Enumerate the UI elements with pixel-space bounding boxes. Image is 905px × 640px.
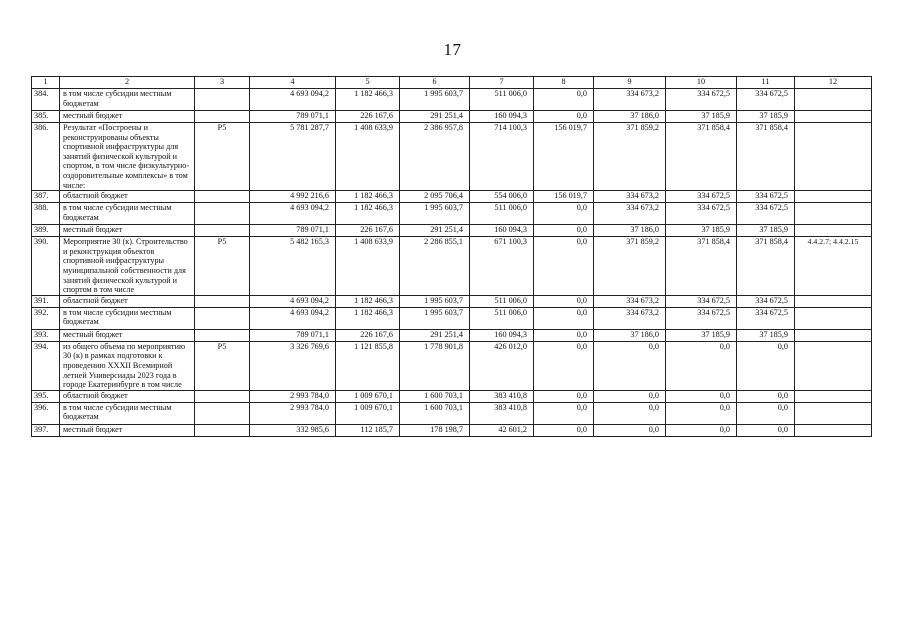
cell-col10: 0,0 [666, 390, 737, 402]
table-row [32, 237, 872, 296]
cell-col9: 37 186,0 [594, 225, 666, 237]
cell-col9: 0,0 [594, 424, 666, 436]
row-name: местный бюджет [60, 329, 195, 341]
row-name: в том числе субсидии местным бюджетам [60, 402, 195, 424]
row-name: в том числе субсидии местным бюджетам [60, 307, 195, 329]
cell-col5: 1 182 466,3 [336, 307, 400, 329]
row-code [195, 295, 250, 307]
table-row [32, 295, 872, 307]
table-row [32, 402, 872, 424]
cell-col7: 160 094,3 [470, 329, 534, 341]
cell-col6: 1 600 703,1 [400, 390, 470, 402]
cell-col12 [795, 402, 872, 424]
cell-col6: 178 198,7 [400, 424, 470, 436]
column-header: 5 [336, 77, 400, 89]
cell-col9: 334 673,2 [594, 203, 666, 225]
cell-col9: 0,0 [594, 402, 666, 424]
cell-col5: 1 182 466,3 [336, 203, 400, 225]
cell-col4: 4 992 216,6 [250, 191, 336, 203]
budget-table [31, 76, 872, 437]
column-header: 1 [32, 77, 60, 89]
column-header: 2 [60, 77, 195, 89]
row-name: Результат «Построены и реконструированы объекты спортивной инфраструктуры для занятий физической культурой и спортом, в том числе физкультурно-оздоровительные комплексы» в том числе: [60, 123, 195, 191]
cell-col12 [795, 424, 872, 436]
row-code: Р5 [195, 237, 250, 296]
table-row [32, 390, 872, 402]
cell-col4: 4 693 094,2 [250, 89, 336, 111]
row-name: местный бюджет [60, 424, 195, 436]
row-code [195, 111, 250, 123]
cell-col7: 714 100,3 [470, 123, 534, 191]
cell-col7: 554 006,0 [470, 191, 534, 203]
cell-col4: 789 071,1 [250, 111, 336, 123]
row-code [195, 424, 250, 436]
row-name: местный бюджет [60, 111, 195, 123]
cell-col10: 0,0 [666, 341, 737, 390]
cell-col12 [795, 89, 872, 111]
cell-col9: 371 859,2 [594, 237, 666, 296]
cell-col7: 383 410,8 [470, 402, 534, 424]
cell-col11: 334 672,5 [737, 307, 795, 329]
cell-col4: 332 985,6 [250, 424, 336, 436]
column-header: 3 [195, 77, 250, 89]
cell-col10: 0,0 [666, 424, 737, 436]
row-code [195, 191, 250, 203]
cell-col8: 0,0 [534, 295, 594, 307]
table-row [32, 203, 872, 225]
cell-col5: 1 009 670,1 [336, 402, 400, 424]
cell-col10: 334 672,5 [666, 89, 737, 111]
row-number: 392. [32, 307, 60, 329]
cell-col8: 0,0 [534, 203, 594, 225]
cell-col11: 0,0 [737, 390, 795, 402]
cell-col5: 1 182 466,3 [336, 191, 400, 203]
cell-col5: 1 408 633,9 [336, 237, 400, 296]
cell-col8: 0,0 [534, 89, 594, 111]
cell-col6: 1 995 603,7 [400, 307, 470, 329]
cell-col11: 0,0 [737, 402, 795, 424]
column-header: 12 [795, 77, 872, 89]
row-number: 389. [32, 225, 60, 237]
cell-col6: 1 995 603,7 [400, 89, 470, 111]
cell-col5: 1 182 466,3 [336, 89, 400, 111]
row-name: Мероприятие 30 (к). Строительство и реконструкция объектов спортивной инфраструктуры муниципальной собственности для занятий физической культурой и спортом в том числе [60, 237, 195, 296]
cell-col7: 160 094,3 [470, 225, 534, 237]
cell-col11: 371 858,4 [737, 123, 795, 191]
cell-col10: 334 672,5 [666, 307, 737, 329]
column-header: 7 [470, 77, 534, 89]
table-row [32, 191, 872, 203]
cell-col5: 226 167,6 [336, 225, 400, 237]
row-name: областной бюджет [60, 295, 195, 307]
cell-col4: 2 993 784,0 [250, 390, 336, 402]
cell-col12 [795, 295, 872, 307]
cell-col8: 0,0 [534, 390, 594, 402]
cell-col7: 511 006,0 [470, 307, 534, 329]
cell-col12 [795, 341, 872, 390]
row-code [195, 390, 250, 402]
cell-col9: 0,0 [594, 341, 666, 390]
row-code [195, 89, 250, 111]
cell-col4: 789 071,1 [250, 225, 336, 237]
cell-col12 [795, 307, 872, 329]
cell-col7: 511 006,0 [470, 203, 534, 225]
row-code: Р5 [195, 123, 250, 191]
table-row [32, 225, 872, 237]
cell-col11: 371 858,4 [737, 237, 795, 296]
row-name: областной бюджет [60, 191, 195, 203]
cell-col4: 4 693 094,2 [250, 307, 336, 329]
cell-col9: 334 673,2 [594, 307, 666, 329]
row-code: Р5 [195, 341, 250, 390]
cell-col6: 1 600 703,1 [400, 402, 470, 424]
page-number: 17 [443, 40, 462, 59]
cell-col4: 789 071,1 [250, 329, 336, 341]
cell-col5: 226 167,6 [336, 111, 400, 123]
cell-col7: 426 012,0 [470, 341, 534, 390]
cell-col5: 1 182 466,3 [336, 295, 400, 307]
row-code [195, 203, 250, 225]
row-code [195, 329, 250, 341]
cell-col8: 0,0 [534, 237, 594, 296]
cell-col12 [795, 203, 872, 225]
table-row [32, 329, 872, 341]
cell-col9: 334 673,2 [594, 295, 666, 307]
cell-col9: 37 186,0 [594, 329, 666, 341]
row-number: 386. [32, 123, 60, 191]
cell-col10: 37 185,9 [666, 111, 737, 123]
cell-col6: 1 778 901,8 [400, 341, 470, 390]
table-row [32, 89, 872, 111]
cell-col7: 383 410,8 [470, 390, 534, 402]
cell-col4: 4 693 094,2 [250, 203, 336, 225]
cell-col6: 1 995 603,7 [400, 203, 470, 225]
cell-col4: 2 993 784,0 [250, 402, 336, 424]
cell-col12 [795, 225, 872, 237]
row-number: 394. [32, 341, 60, 390]
table-row [32, 111, 872, 123]
row-name: в том числе субсидии местным бюджетам [60, 203, 195, 225]
column-header-row [32, 77, 872, 89]
cell-col10: 0,0 [666, 402, 737, 424]
row-name: областной бюджет [60, 390, 195, 402]
cell-col10: 371 858,4 [666, 237, 737, 296]
cell-col4: 5 482 165,3 [250, 237, 336, 296]
cell-col7: 511 006,0 [470, 89, 534, 111]
cell-col6: 2 386 957,8 [400, 123, 470, 191]
row-name: в том числе субсидии местным бюджетам [60, 89, 195, 111]
column-header: 10 [666, 77, 737, 89]
cell-col5: 1 009 670,1 [336, 390, 400, 402]
cell-col10: 334 672,5 [666, 191, 737, 203]
table-row [32, 123, 872, 191]
cell-col9: 371 859,2 [594, 123, 666, 191]
row-name: местный бюджет [60, 225, 195, 237]
cell-col5: 112 185,7 [336, 424, 400, 436]
row-number: 388. [32, 203, 60, 225]
cell-col8: 0,0 [534, 341, 594, 390]
cell-col8: 0,0 [534, 329, 594, 341]
cell-col4: 3 326 769,6 [250, 341, 336, 390]
cell-col8: 0,0 [534, 402, 594, 424]
cell-col8: 0,0 [534, 307, 594, 329]
cell-col7: 160 094,3 [470, 111, 534, 123]
cell-col12: 4.4.2.7; 4.4.2.15 [795, 237, 872, 296]
cell-col6: 291 251,4 [400, 329, 470, 341]
cell-col12 [795, 123, 872, 191]
row-number: 396. [32, 402, 60, 424]
cell-col4: 5 781 287,7 [250, 123, 336, 191]
cell-col6: 2 095 706,4 [400, 191, 470, 203]
cell-col10: 37 185,9 [666, 329, 737, 341]
cell-col10: 334 672,5 [666, 295, 737, 307]
row-number: 397. [32, 424, 60, 436]
cell-col9: 37 186,0 [594, 111, 666, 123]
row-code [195, 225, 250, 237]
column-header: 8 [534, 77, 594, 89]
column-header: 9 [594, 77, 666, 89]
cell-col12 [795, 329, 872, 341]
row-number: 385. [32, 111, 60, 123]
cell-col11: 334 672,5 [737, 89, 795, 111]
cell-col11: 37 185,9 [737, 111, 795, 123]
table-row [32, 424, 872, 436]
cell-col8: 0,0 [534, 111, 594, 123]
cell-col8: 156 019,7 [534, 191, 594, 203]
row-number: 393. [32, 329, 60, 341]
cell-col6: 2 286 855,1 [400, 237, 470, 296]
table-row [32, 341, 872, 390]
row-number: 384. [32, 89, 60, 111]
row-number: 395. [32, 390, 60, 402]
cell-col9: 0,0 [594, 390, 666, 402]
cell-col12 [795, 191, 872, 203]
cell-col11: 0,0 [737, 424, 795, 436]
cell-col12 [795, 390, 872, 402]
cell-col11: 334 672,5 [737, 203, 795, 225]
cell-col5: 226 167,6 [336, 329, 400, 341]
row-name: из общего объема по мероприятию 30 (к) в рамках подготовки к проведению XXXII Всемирной летней Универсиады 2023 года в городе Екатеринбурге в том числе [60, 341, 195, 390]
cell-col6: 1 995 603,7 [400, 295, 470, 307]
cell-col9: 334 673,2 [594, 191, 666, 203]
cell-col7: 42 601,2 [470, 424, 534, 436]
column-header: 11 [737, 77, 795, 89]
cell-col12 [795, 111, 872, 123]
table-body [32, 89, 872, 437]
cell-col4: 4 693 094,2 [250, 295, 336, 307]
row-code [195, 402, 250, 424]
cell-col8: 0,0 [534, 225, 594, 237]
cell-col11: 0,0 [737, 341, 795, 390]
cell-col11: 334 672,5 [737, 191, 795, 203]
cell-col7: 671 100,3 [470, 237, 534, 296]
column-header: 6 [400, 77, 470, 89]
cell-col5: 1 408 633,9 [336, 123, 400, 191]
cell-col8: 156 019,7 [534, 123, 594, 191]
cell-col7: 511 006,0 [470, 295, 534, 307]
cell-col5: 1 121 855,8 [336, 341, 400, 390]
table-row [32, 307, 872, 329]
cell-col9: 334 673,2 [594, 89, 666, 111]
row-number: 391. [32, 295, 60, 307]
cell-col6: 291 251,4 [400, 111, 470, 123]
cell-col11: 37 185,9 [737, 329, 795, 341]
row-number: 387. [32, 191, 60, 203]
row-code [195, 307, 250, 329]
column-header: 4 [250, 77, 336, 89]
cell-col11: 334 672,5 [737, 295, 795, 307]
cell-col10: 371 858,4 [666, 123, 737, 191]
row-number: 390. [32, 237, 60, 296]
cell-col10: 37 185,9 [666, 225, 737, 237]
cell-col11: 37 185,9 [737, 225, 795, 237]
cell-col10: 334 672,5 [666, 203, 737, 225]
cell-col6: 291 251,4 [400, 225, 470, 237]
cell-col8: 0,0 [534, 424, 594, 436]
